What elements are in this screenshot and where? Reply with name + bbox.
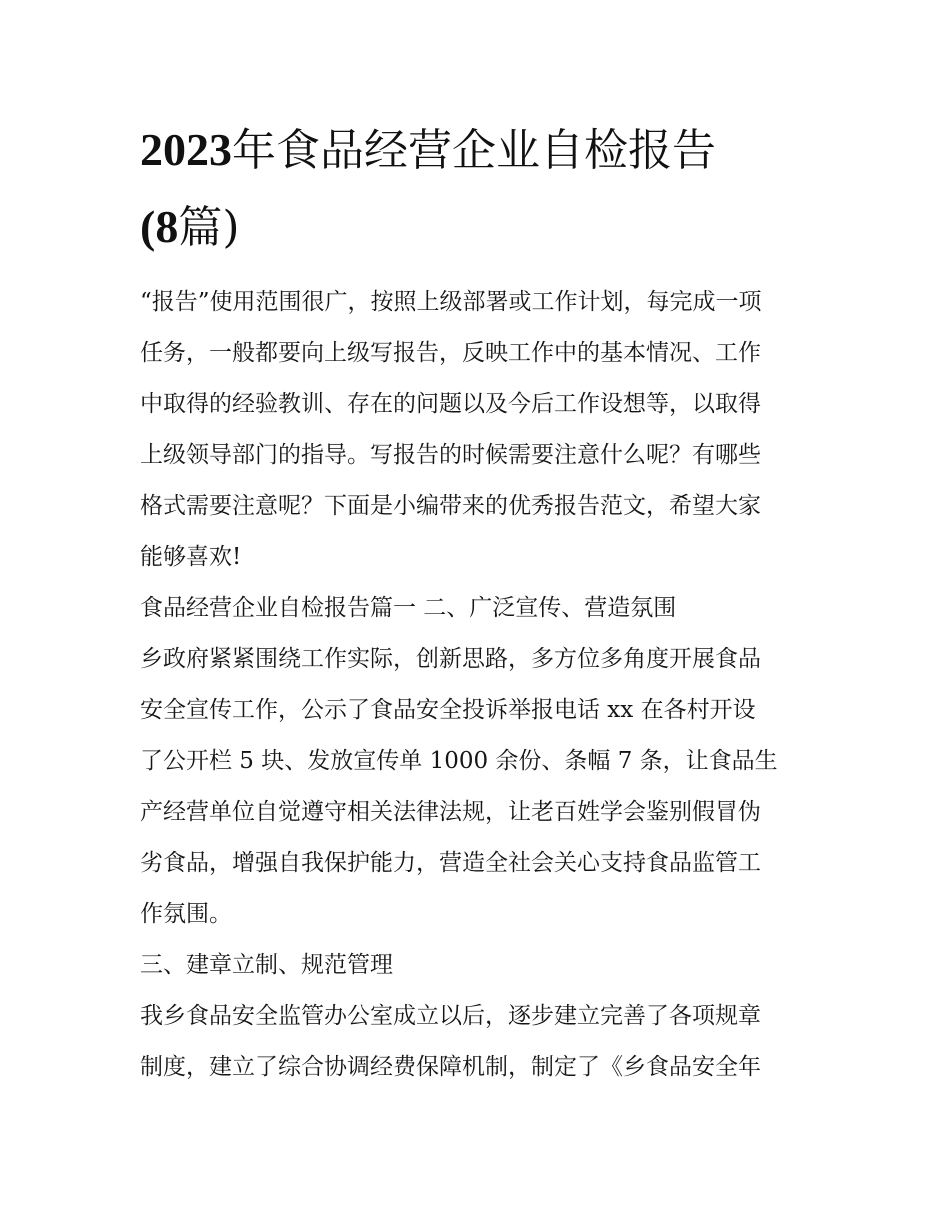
document-body <box>140 277 820 1093</box>
title-line-1 <box>140 112 820 189</box>
body-line: 能够喜欢! <box>140 544 242 570</box>
title-year: 2023 <box>140 124 232 175</box>
body-line: 我乡食品安全监管办公室成立以后，逐步建立完善了各项规章 <box>140 1003 761 1029</box>
body-line: 作氛围。 <box>140 901 232 927</box>
body-line: 产经营单位自觉遵守相关法律法规，让老百姓学会鉴别假冒伪 <box>140 799 761 825</box>
body-line: 安全宣传工作，公示了食品安全投诉举报电话 xx 在各村开设 <box>140 697 756 723</box>
body-line: 任务，一般都要向上级写报告，反映工作中的基本情况、工作 <box>140 340 761 366</box>
document-title <box>140 112 820 266</box>
body-line: 上级领导部门的指导。写报告的时候需要注意什么呢？有哪些 <box>140 442 761 468</box>
title-count: (8 <box>140 201 179 252</box>
title-text-2: 篇) <box>178 202 240 253</box>
body-line: 乡政府紧紧围绕工作实际，创新思路，多方位多角度开展食品 <box>140 646 761 672</box>
section-heading: 食品经营企业自检报告篇一 二、广泛宣传、营造氛围 <box>140 595 677 621</box>
title-line-2 <box>140 189 820 266</box>
title-text-1: 年食品经营企业自检报告 <box>232 125 716 176</box>
body-line: 制度，建立了综合协调经费保障机制，制定了《乡食品安全年 <box>140 1054 761 1080</box>
body-line: “报告”使用范围很广，按照上级部署或工作计划，每完成一项 <box>140 289 762 315</box>
section-heading: 三、建章立制、规范管理 <box>140 952 393 978</box>
body-line: 中取得的经验教训、存在的问题以及今后工作设想等，以取得 <box>140 391 761 417</box>
body-line: 劣食品，增强自我保护能力，营造全社会关心支持食品监管工 <box>140 850 761 876</box>
body-line: 了公开栏 5 块、发放宣传单 1000 余份、条幅 7 条，让食品生 <box>140 748 778 774</box>
body-line: 格式需要注意呢？下面是小编带来的优秀报告范文，希望大家 <box>140 493 761 519</box>
